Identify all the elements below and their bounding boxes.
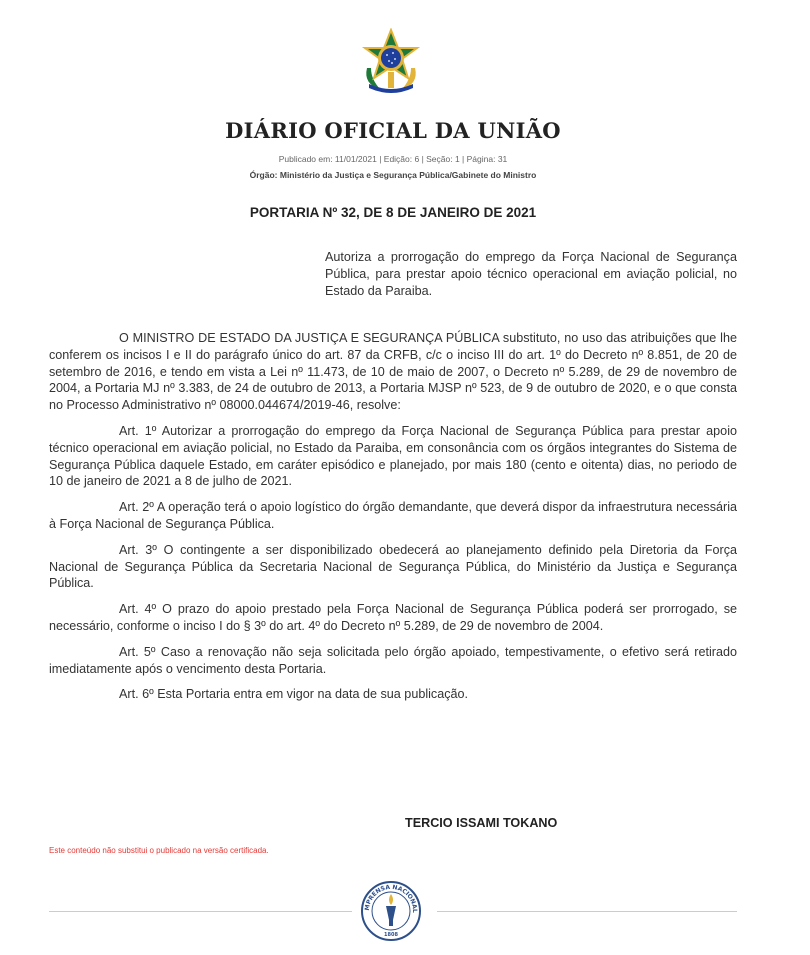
article-4: Art. 4º O prazo do apoio prestado pela Força Nacional de Segurança Pública poderá ser prorrogado, se necessário, conforme o inciso I do § 3º do art. 4º do Decreto nº 5.289, de 29 de novembro de 2004. — [49, 602, 737, 633]
seal-year: 1808 — [384, 932, 398, 938]
document-heading: PORTARIA Nº 32, DE 8 DE JANEIRO DE 2021 — [249, 205, 537, 220]
disclaimer-note: Este conteúdo não substitui o publicado na versão certificada. — [49, 846, 269, 855]
document-body — [49, 330, 737, 712]
footer-divider-left — [49, 911, 352, 912]
ementa: Autoriza a prorrogação do emprego da Força Nacional de Segurança Pública, para prestar apoio técnico operacional em aviação policial, no Estado da Paraiba. — [325, 250, 737, 298]
article-5: Art. 5º Caso a renovação não seja solicitada pelo órgão apoiado, tempestivamente, o efetivo será retirado imediatamente após o vencimento desta Portaria. — [49, 644, 737, 676]
imprensa-nacional-seal-icon — [360, 880, 422, 942]
footer-divider-right — [437, 911, 737, 912]
preamble-paragraph: O MINISTRO DE ESTADO DA JUSTIÇA E SEGURANÇA PÚBLICA substituto, no uso das atribuições que lhe conferem os incisos I e II do parágrafo único do art. 87 da CRFB, c/c o inciso III do art. 1º do Decreto nº 8.851, de 20 de setembro de 2016, e tendo em vista a Lei nº 11.473, de 10 de maio de 2007, o Decreto nº 5.289, de 29 de novembro de 2004, a Portaria MJ nº 3.383, de 24 de outubro de 2013, a Portaria MJSP nº 523, de 9 de outubro de 2020, e o que consta no Processo Administrativo nº 08000.044674/2019-46, resolve: — [49, 331, 737, 413]
article-6: Art. 6º Esta Portaria entra em vigor na data de sua publicação. — [119, 687, 469, 702]
publication-meta: Publicado em: 11/01/2021 | Edição: 6 | Seção: 1 | Página: 31 — [278, 154, 508, 164]
article-2: Art. 2º A operação terá o apoio logístico do órgão demandante, que deverá dispor da infraestrutura necessária à Força Nacional de Segurança Pública. — [49, 500, 737, 531]
seal-text: MPRENSA NACIONAL — [363, 883, 419, 913]
article-1: Art. 1º Autorizar a prorrogação do emprego da Força Nacional de Segurança Pública para prestar apoio técnico operacional em aviação policial, no Estado da Paraiba, em consonância com os órgãos integrantes do Sistema de Segurança Pública daquele Estado, em caráter episódico e planejado, por mais 180 (cento e oitenta) dias, no periodo de 10 de janeiro de 2021 a 8 de julho de 2021. — [49, 423, 737, 489]
brazil-coat-of-arms-icon — [357, 28, 425, 96]
article-3: Art. 3º O contingente a ser disponibilizado obedecerá ao planejamento definido pela Diretoria da Força Nacional de Segurança Pública da Secretaria Nacional de Segurança Pública, do Ministério da Justiça e Segurança Pública. — [49, 542, 737, 591]
gazette-title: DIÁRIO OFICIAL DA UNIÃO — [225, 118, 561, 143]
signatory-name: TERCIO ISSAMI TOKANO — [405, 816, 558, 830]
issuing-organ: Órgão: Ministério da Justiça e Segurança Pública/Gabinete do Ministro — [249, 170, 537, 180]
